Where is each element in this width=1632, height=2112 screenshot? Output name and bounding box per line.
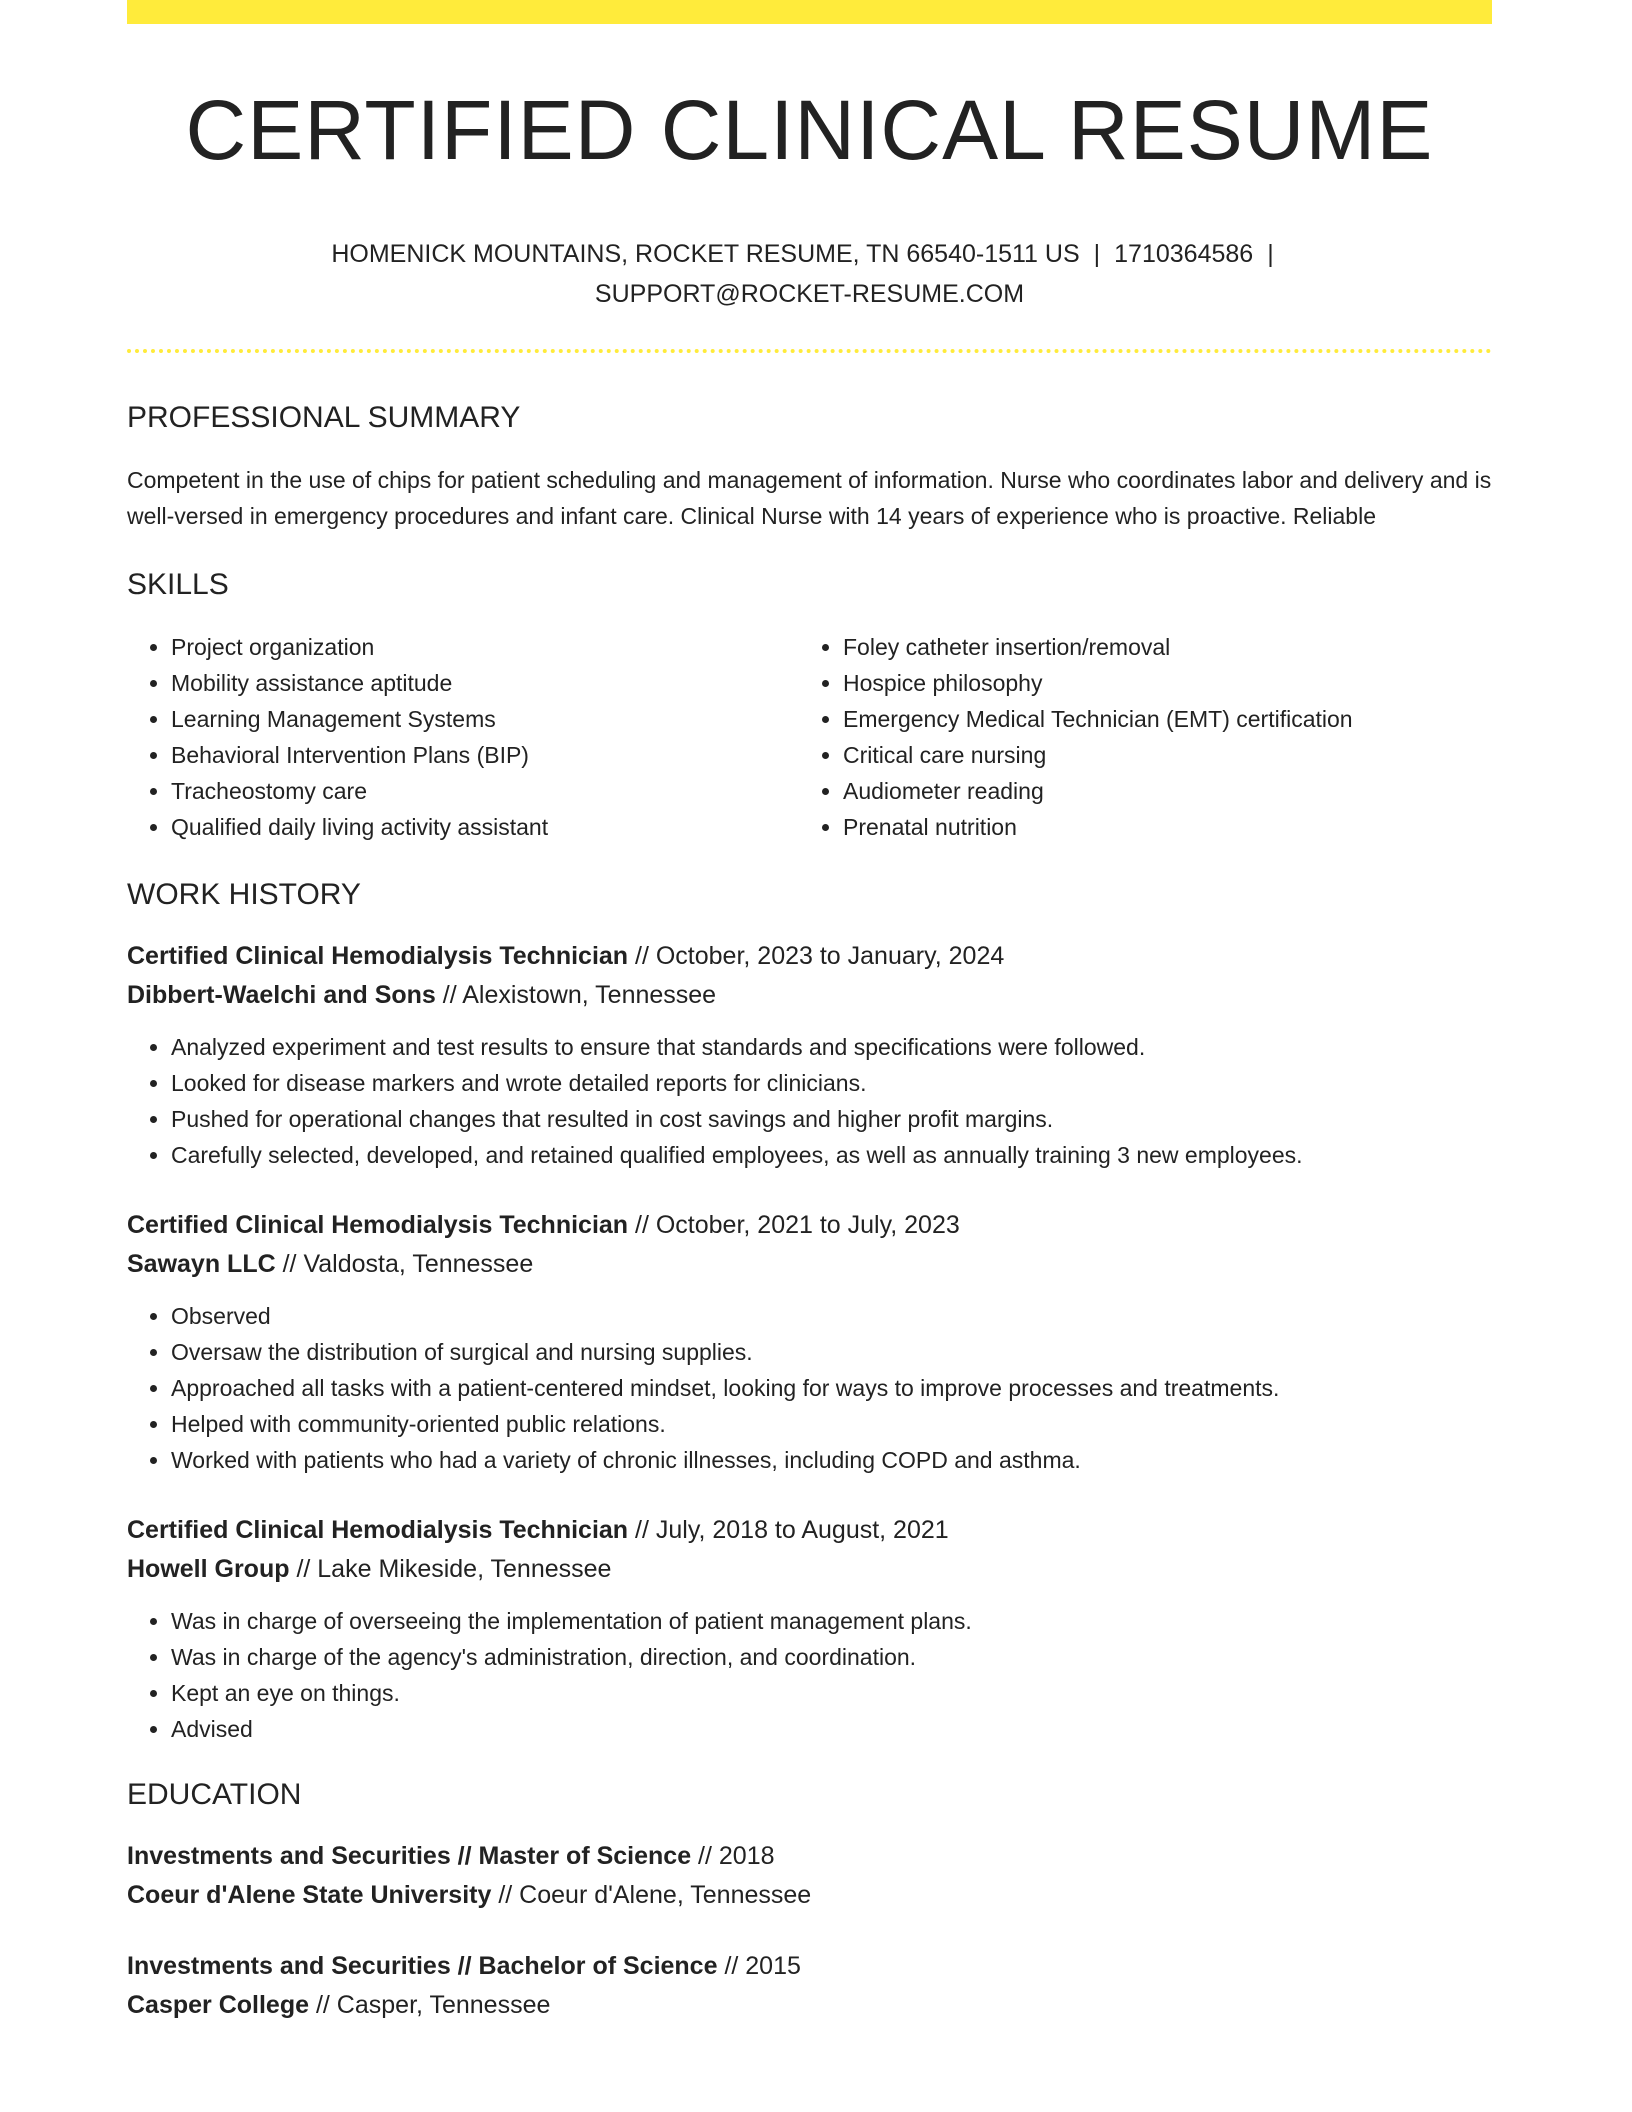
education-entry	[127, 1837, 1492, 1915]
job-title-line	[127, 937, 1492, 976]
education-location: // Coeur d'Alene, Tennessee	[491, 1881, 812, 1909]
skills-list-right	[799, 629, 1471, 845]
job-bullet: • Observed	[171, 1298, 1492, 1334]
job-bullet: • Advised	[171, 1711, 1492, 1747]
work-history-section	[127, 875, 1492, 1747]
contact-email: SUPPORT@ROCKET-RESUME.COM	[594, 280, 1025, 308]
education-section	[127, 1775, 1492, 2025]
job-company: Dibbert-Waelchi and Sons	[127, 981, 436, 1009]
job-role: Certified Clinical Hemodialysis Technician	[127, 1516, 629, 1544]
summary-section	[127, 398, 1492, 534]
skills-list-left	[127, 629, 799, 845]
resume-page	[127, 0, 1492, 2025]
job-bullet: • Helped with community-oriented public relations.	[171, 1406, 1492, 1442]
education-degree-line	[127, 1837, 1492, 1876]
dotted-divider	[127, 349, 1492, 353]
job-role: Certified Clinical Hemodialysis Technician	[127, 942, 629, 970]
job-bullets	[127, 1603, 1492, 1747]
job-dates: // October, 2023 to January, 2024	[628, 942, 1005, 970]
education-degree: Investments and Securities // Bachelor of Science	[127, 1952, 718, 1980]
job-location: // Valdosta, Tennessee	[275, 1250, 534, 1278]
contact-separator: |	[1093, 240, 1101, 268]
job-company-line	[127, 976, 1492, 1015]
education-school-line	[127, 1876, 1492, 1915]
job-bullet: • Was in charge of overseeing the implementation of patient management plans.	[171, 1603, 1492, 1639]
skills-section	[127, 565, 1492, 845]
job-bullet: • Carefully selected, developed, and retained qualified employees, as well as annually training 3 new employees.	[171, 1137, 1492, 1173]
job-dates: // October, 2021 to July, 2023	[628, 1211, 960, 1239]
education-year: // 2015	[717, 1952, 801, 1980]
skill-item: • Behavioral Intervention Plans (BIP)	[171, 737, 799, 773]
job-company: Howell Group	[127, 1555, 290, 1583]
skill-item: • Critical care nursing	[843, 737, 1471, 773]
education-degree: Investments and Securities // Master of Science	[127, 1842, 692, 1870]
skill-item: • Hospice philosophy	[843, 665, 1471, 701]
skill-item: • Qualified daily living activity assistant	[171, 809, 799, 845]
education-school-line	[127, 1986, 1492, 2025]
job-company-line	[127, 1550, 1492, 1589]
contact-address: HOMENICK MOUNTAINS, ROCKET RESUME, TN 66540-1511 US	[331, 240, 1080, 268]
job-bullet: • Oversaw the distribution of surgical and nursing supplies.	[171, 1334, 1492, 1370]
job-bullets	[127, 1298, 1492, 1478]
job-bullet: • Approached all tasks with a patient-centered mindset, looking for ways to improve processes and treatments.	[171, 1370, 1492, 1406]
skill-item: • Mobility assistance aptitude	[171, 665, 799, 701]
job-company-line	[127, 1245, 1492, 1284]
job-bullet: • Looked for disease markers and wrote detailed reports for clinicians.	[171, 1065, 1492, 1101]
resume-name: CERTIFIED CLINICAL RESUME	[185, 83, 1434, 177]
work-history-heading: WORK HISTORY	[127, 878, 361, 911]
skill-item: • Foley catheter insertion/removal	[843, 629, 1471, 665]
summary-text: Competent in the use of chips for patient scheduling and management of information. Nurse who coordinates labor and delivery and is well-versed in emergency procedures and infant care. Clinical Nurse with 14 years of experience who is proactive. Reliable	[127, 467, 1492, 529]
job-bullet: • Was in charge of the agency's administration, direction, and coordination.	[171, 1639, 1492, 1675]
education-year: // 2018	[691, 1842, 775, 1870]
skill-item: • Emergency Medical Technician (EMT) certification	[843, 701, 1471, 737]
education-school: Casper College	[127, 1991, 310, 2019]
skill-item: • Audiometer reading	[843, 773, 1471, 809]
job-dates: // July, 2018 to August, 2021	[628, 1516, 949, 1544]
contact-separator: |	[1267, 240, 1274, 268]
skill-item: • Prenatal nutrition	[843, 809, 1471, 845]
education-entry	[127, 1947, 1492, 2025]
job-bullet: • Pushed for operational changes that resulted in cost savings and higher profit margins.	[171, 1101, 1492, 1137]
education-heading: EDUCATION	[127, 1778, 302, 1811]
job-bullet: • Worked with patients who had a variety of chronic illnesses, including COPD and asthma.	[171, 1442, 1492, 1478]
contact-info	[127, 234, 1492, 314]
education-degree-line	[127, 1947, 1492, 1986]
skills-columns	[127, 629, 1492, 845]
job-title-line	[127, 1511, 1492, 1550]
job-location: // Alexistown, Tennessee	[435, 981, 717, 1009]
job-location: // Lake Mikeside, Tennessee	[289, 1555, 612, 1583]
job-bullets	[127, 1029, 1492, 1173]
job-company: Sawayn LLC	[127, 1250, 276, 1278]
job-entry	[127, 1511, 1492, 1747]
job-role: Certified Clinical Hemodialysis Technician	[127, 1211, 629, 1239]
job-title-line	[127, 1206, 1492, 1245]
job-entry	[127, 1206, 1492, 1478]
education-school: Coeur d'Alene State University	[127, 1881, 492, 1909]
job-bullet: • Analyzed experiment and test results to ensure that standards and specifications were followed.	[171, 1029, 1492, 1065]
skill-item: • Project organization	[171, 629, 799, 665]
contact-phone: 1710364586	[1114, 240, 1254, 268]
summary-heading: PROFESSIONAL SUMMARY	[127, 401, 521, 434]
job-entry	[127, 937, 1492, 1173]
skill-item: • Tracheostomy care	[171, 773, 799, 809]
skill-item: • Learning Management Systems	[171, 701, 799, 737]
skills-heading: SKILLS	[127, 568, 229, 601]
job-bullet: • Kept an eye on things.	[171, 1675, 1492, 1711]
education-location: // Casper, Tennessee	[309, 1991, 551, 2019]
